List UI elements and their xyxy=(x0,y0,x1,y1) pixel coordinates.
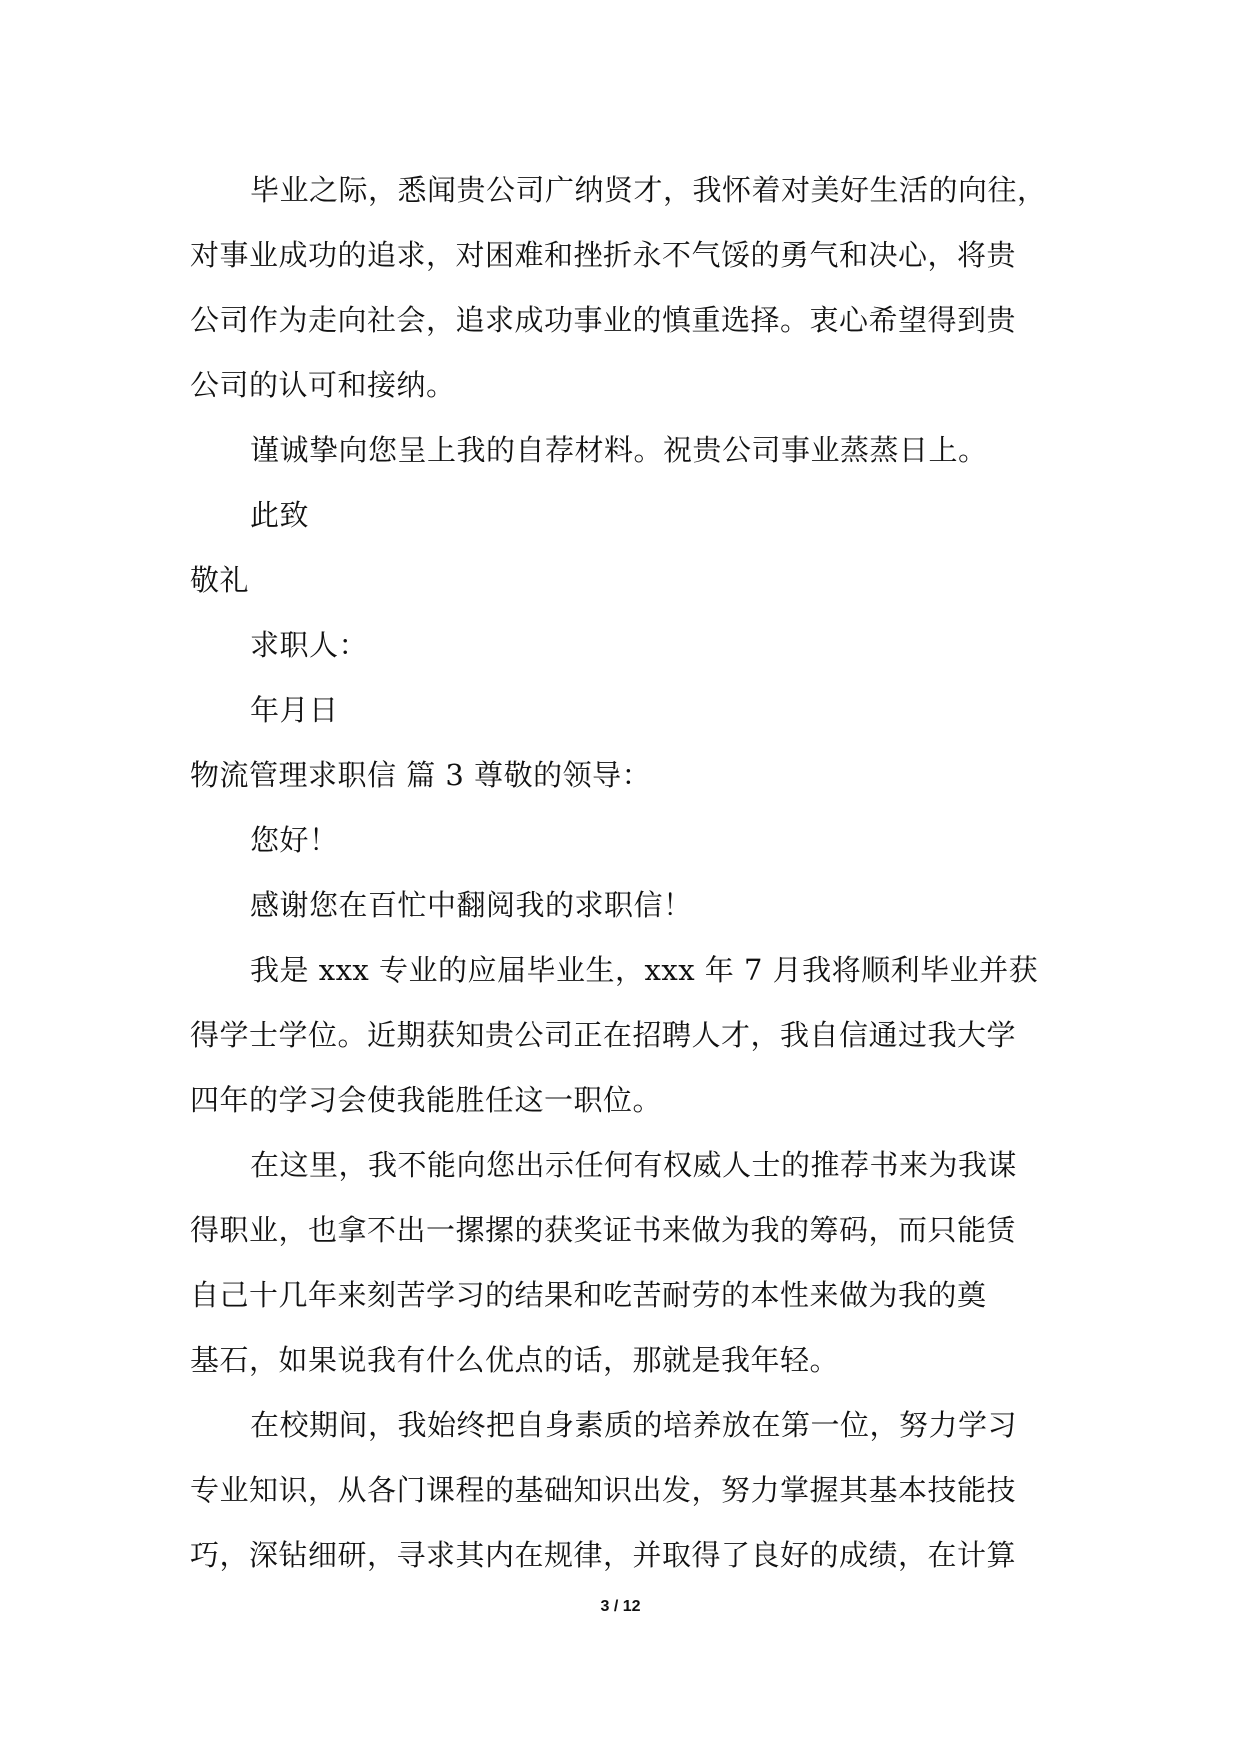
paragraph-line: 巧，深钻细研，寻求其内在规律，并取得了良好的成绩，在计算 xyxy=(190,1538,1017,1572)
signature-line: 求职人： xyxy=(250,628,369,662)
greeting-line: 您好！ xyxy=(250,823,339,857)
date-line: 年月日 xyxy=(250,693,339,727)
document-body xyxy=(190,158,1052,1588)
paragraph-line: 公司作为走向社会，追求成功事业的慎重选择。衷心希望得到贵 xyxy=(190,303,1017,337)
paragraph-line: 在校期间，我始终把自身素质的培养放在第一位，努力学习 xyxy=(250,1408,1018,1442)
paragraph-line: 专业知识，从各门课程的基础知识出发，努力掌握其基本技能技 xyxy=(190,1473,1017,1507)
salutation-line: 敬礼 xyxy=(190,563,250,597)
paragraph-line: 对事业成功的追求，对困难和挫折永不气馁的勇气和决心，将贵 xyxy=(190,238,1017,272)
paragraph-line: 在这里，我不能向您出示任何有权威人士的推荐书来为我谋 xyxy=(250,1148,1018,1182)
paragraph-line: 得学士学位。近期获知贵公司正在招聘人才，我自信通过我大学 xyxy=(190,1018,1017,1052)
paragraph-line: 谨诚挚向您呈上我的自荐材料。祝贵公司事业蒸蒸日上。 xyxy=(250,433,988,467)
paragraph-line: 毕业之际，悉闻贵公司广纳贤才，我怀着对美好生活的向往， xyxy=(250,173,1047,207)
paragraph-line: 感谢您在百忙中翻阅我的求职信！ xyxy=(250,888,693,922)
page-number: 3 / 12 xyxy=(600,1598,641,1615)
paragraph-line: 公司的认可和接纳。 xyxy=(190,368,456,402)
paragraph-line: 得职业，也拿不出一摞摞的获奖证书来做为我的筹码，而只能赁 xyxy=(190,1213,1017,1247)
paragraph-line: 我是 xxx 专业的应届毕业生，xxx 年 7 月我将顺利毕业并获 xyxy=(250,953,1039,987)
closing-line: 此致 xyxy=(250,498,310,532)
paragraph-line: 四年的学习会使我能胜任这一职位。 xyxy=(190,1083,663,1117)
paragraph-line: 自己十几年来刻苦学习的结果和吃苦耐劳的本性来做为我的奠 xyxy=(190,1278,987,1312)
paragraph-line: 基石，如果说我有什么优点的话，那就是我年轻。 xyxy=(190,1343,840,1377)
section-heading: 物流管理求职信 篇 3 尊敬的领导： xyxy=(190,758,652,792)
